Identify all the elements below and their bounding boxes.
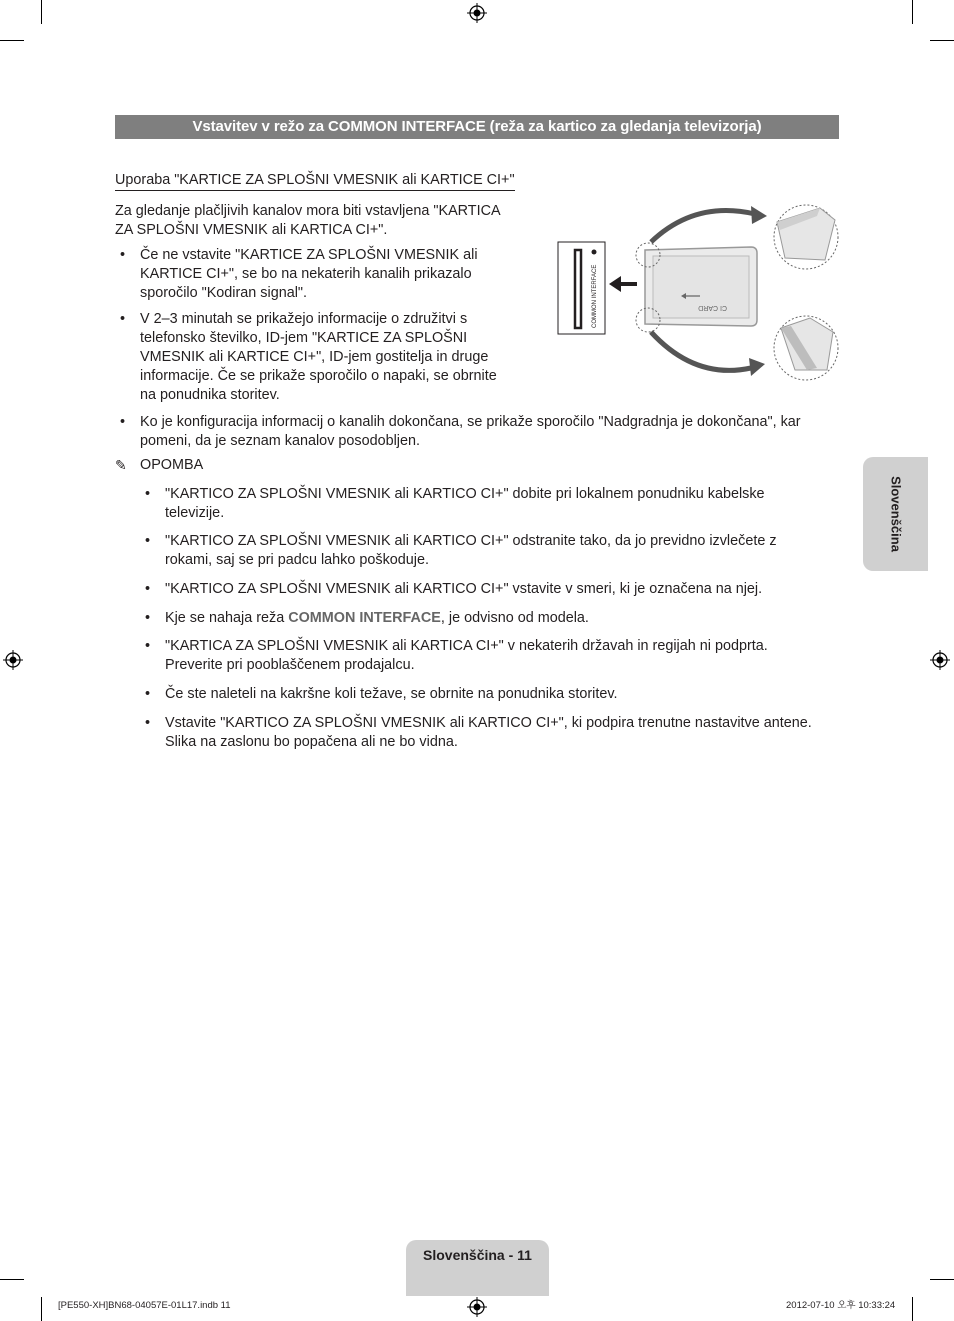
- footer-file-info: [PE550-XH]BN68-04057E-01L17.indb 11: [58, 1300, 231, 1311]
- bullet-dot: •: [145, 533, 151, 549]
- note-line: Preverite pri pooblaščenem prodajalcu.: [165, 657, 415, 673]
- note-line: Slika na zaslonu bo popačena ali ne bo vidna.: [165, 734, 458, 750]
- bullet-dot: •: [145, 486, 151, 502]
- bullet-line: informacije. Če se prikaže sporočilo o napaki, se obrnite: [140, 368, 497, 384]
- bullet-text: [140, 246, 478, 303]
- intro-paragraph: [115, 202, 535, 240]
- common-interface-term: COMMON INTERFACE: [288, 610, 441, 626]
- note-label: OPOMBA: [140, 457, 204, 473]
- note-line: televizije.: [165, 505, 225, 521]
- registration-mark-icon: [467, 1297, 487, 1317]
- bullet-line: V 2–3 minutah se prikažejo informacije o združitvi s: [140, 311, 468, 327]
- note-line: "KARTICA ZA SPLOŠNI VMESNIK ali KARTICA CI+" v nekaterih državah in regijah ni podprta.: [165, 638, 768, 654]
- bullet-dot: •: [120, 311, 126, 327]
- bullet-dot: •: [145, 581, 151, 597]
- side-tab-label: Slovenščina: [888, 476, 903, 552]
- bullet-line: sporočilo "Kodiran signal".: [140, 285, 308, 301]
- section-title-bar: Vstavitev v režo za COMMON INTERFACE (reža za kartico za gledanja televizorja): [115, 115, 839, 139]
- slot-opening: [575, 250, 581, 328]
- intro-line: ZA SPLOŠNI VMESNIK ali KARTICA CI+".: [115, 222, 388, 238]
- note-text-post: , je odvisno od modela.: [440, 610, 589, 626]
- ci-card-illustration: [555, 200, 845, 385]
- insert-arrowhead-icon: [609, 276, 621, 292]
- note-text: [165, 685, 618, 704]
- crop-mark: [912, 1297, 913, 1321]
- crop-mark: [0, 40, 24, 41]
- card-label: CI CARD: [698, 304, 727, 311]
- note-text: [165, 532, 777, 570]
- crop-mark: [0, 1279, 24, 1280]
- registration-mark-icon: [467, 3, 487, 23]
- curved-arrow-bottom-icon: [651, 332, 751, 370]
- bullet-dot: •: [145, 610, 151, 626]
- note-text: [165, 714, 812, 752]
- curved-arrowhead-top-icon: [751, 206, 767, 224]
- crop-mark: [930, 40, 954, 41]
- language-side-tab: [863, 457, 928, 571]
- bullet-line: na ponudnika storitev.: [140, 387, 280, 403]
- slot-label: COMMON INTERFACE: [592, 264, 598, 328]
- crop-mark: [41, 1297, 42, 1321]
- curved-arrowhead-bottom-icon: [749, 358, 765, 376]
- intro-line: Za gledanje plačljivih kanalov mora biti vstavljena "KARTICA: [115, 203, 501, 219]
- crop-mark: [912, 0, 913, 24]
- slot-indicator-icon: [592, 250, 597, 255]
- bullet-dot: •: [145, 686, 151, 702]
- footer-timestamp: 2012-07-10 오후 10:33:24: [786, 1300, 896, 1311]
- note-text: [165, 580, 762, 599]
- note-text-pre: Kje se nahaja reža: [165, 610, 289, 626]
- bullet-line: Ko je konfiguracija informacij o kanalih dokončana, se prikaže sporočilo "Nadgradnja je dokončana", kar: [140, 414, 801, 430]
- note-text: [165, 609, 589, 628]
- bullet-line: KARTICE CI+", se bo na nekaterih kanalih prikazalo: [140, 266, 472, 282]
- note-line: rokami, saj se pri padcu lahko poškoduje.: [165, 552, 429, 568]
- subheading: Uporaba "KARTICE ZA SPLOŠNI VMESNIK ali KARTICE CI+": [115, 171, 515, 191]
- note-line: "KARTICO ZA SPLOŠNI VMESNIK ali KARTICO CI+" dobite pri lokalnem ponudniku kabelske: [165, 486, 765, 502]
- page-number-tab: [406, 1240, 549, 1296]
- crop-mark: [930, 1279, 954, 1280]
- page-number-label: Slovenščina - 11: [423, 1247, 532, 1263]
- note-line: Če ste naleteli na kakršne koli težave, se obrnite na ponudnika storitev.: [165, 686, 618, 702]
- registration-mark-icon: [930, 650, 950, 670]
- bullet-line: pomeni, da je seznam kanalov posodobljen.: [140, 433, 420, 449]
- bullet-dot: •: [145, 638, 151, 654]
- bullet-line: telefonsko številko, ID-jem "KARTICE ZA SPLOŠNI: [140, 330, 468, 346]
- bullet-dot: •: [120, 247, 126, 263]
- crop-mark: [41, 0, 42, 24]
- registration-mark-icon: [3, 650, 23, 670]
- note-text: [165, 637, 768, 675]
- bullet-dot: •: [120, 414, 126, 430]
- bullet-text: [140, 310, 497, 405]
- bullet-text: [140, 413, 801, 451]
- bullet-dot: •: [145, 715, 151, 731]
- note-line: Vstavite "KARTICO ZA SPLOŠNI VMESNIK ali KARTICO CI+", ki podpira trenutne nastavitve antene.: [165, 715, 812, 731]
- pencil-icon: ✎: [115, 457, 127, 473]
- note-line: "KARTICO ZA SPLOŠNI VMESNIK ali KARTICO CI+" vstavite v smeri, ki je označena na njej.: [165, 581, 763, 597]
- bullet-line: VMESNIK ali KARTICE CI+", ID-jem gostitelja in druge: [140, 349, 489, 365]
- note-line: "KARTICO ZA SPLOŠNI VMESNIK ali KARTICO CI+" odstranite tako, da jo previdno izvlečete z: [165, 533, 777, 549]
- note-text: [165, 485, 765, 523]
- bullet-line: Če ne vstavite "KARTICE ZA SPLOŠNI VMESNIK ali: [140, 247, 478, 263]
- curved-arrow-top-icon: [651, 211, 755, 243]
